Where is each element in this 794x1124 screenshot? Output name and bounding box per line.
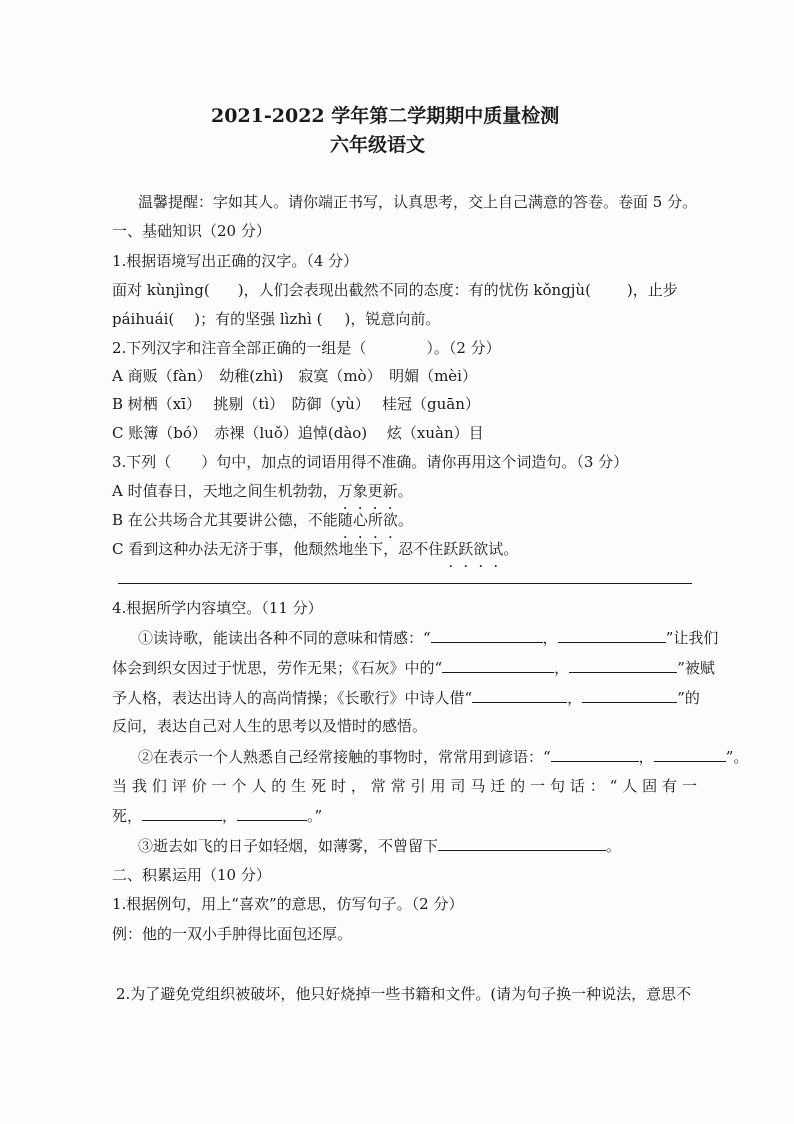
- q3-option-a-dotted-word: [338, 482, 398, 500]
- q4-p2-l2-char: 迁: [490, 777, 506, 795]
- q4-title: 4.根据所学内容填空。（11 分）: [112, 599, 323, 617]
- emphasis-dot-char: 随: [337, 511, 353, 529]
- q1-line-1: [112, 280, 678, 300]
- q2-option-c: C 账簿（bó） 赤裸（luǒ）追悼(dào) 炫（xuàn）目: [112, 424, 484, 442]
- q4-part2-line1: [138, 746, 748, 767]
- q4-blank-2[interactable]: [558, 627, 666, 643]
- q4-p2-l1-end: ”。: [725, 748, 749, 766]
- emphasis-dot-char: 更: [367, 482, 383, 500]
- q4-p2-l2-char: 的: [271, 777, 287, 795]
- q3-option-b-end: 。: [397, 511, 413, 529]
- emphasis-dot-char: 欲: [382, 511, 398, 529]
- q4-blank-3[interactable]: [442, 657, 554, 673]
- s2-q1-example: 例：他的一双小手肿得比面包还厚。: [112, 925, 353, 943]
- section-1-heading: 一、基础知识（20 分）: [112, 222, 271, 240]
- q4-p2-l2-char: 有: [662, 777, 678, 795]
- q4-p2-l2-char: 时: [330, 777, 346, 795]
- q4-p2-l2-char: 我: [131, 777, 147, 795]
- q4-part2-line3: [112, 805, 322, 826]
- q3-option-c-dotted-word: [443, 540, 503, 558]
- q4-part1-line2: [112, 657, 715, 678]
- q4-blank-10[interactable]: [237, 805, 307, 821]
- exam-title: 2021-2022 学年第二学期期中质量检测: [211, 105, 560, 127]
- q4-p1-l2-comma: ，: [554, 659, 570, 677]
- emphasis-dot-char: 新: [382, 482, 398, 500]
- q1-line-2: [112, 309, 440, 329]
- emphasis-dot-char: 试: [488, 540, 504, 558]
- q4-part3: [138, 835, 621, 856]
- emphasis-dot-char: 欲: [473, 540, 489, 558]
- emphasis-dot-char: 跃: [443, 540, 459, 558]
- emphasis-dot-char: 心: [352, 511, 368, 529]
- q4-blank-7[interactable]: [551, 746, 639, 762]
- q4-p2-l2-char: ，: [350, 777, 366, 795]
- q1-line1-text-a: 面对 kùnjìng(: [112, 281, 210, 299]
- q3-option-c-text: C 看到这种办法无济于事，他颓然地坐下，忍不住: [112, 540, 444, 558]
- q4-p1-l3-end: ”的: [677, 689, 700, 707]
- q1-line2-text-c: )，锐意向前。: [344, 310, 441, 328]
- q4-p2-l3-comma: ，: [222, 807, 238, 825]
- s2-q2-text: 2.为了避免党组织被破坏，他只好烧掉一些书籍和文件。(请为句子换一种说法，意思不: [116, 985, 692, 1003]
- q4-blank-1[interactable]: [431, 627, 543, 643]
- q4-part1-line4: 反问，表达自己对人生的思考以及惜时的感悟。: [112, 717, 428, 735]
- q4-p2-l2-char: 个: [231, 777, 247, 795]
- q4-p1-l3-text: 予人格，表达出诗人的高尚情操；《长歌行》中诗人借“: [112, 689, 473, 707]
- q4-p2-l2-char: 死: [311, 777, 327, 795]
- q4-part1-line1: [138, 627, 718, 648]
- q4-p1-l1-text: ①读诗歌，能读出各种不同的意味和情感：“: [138, 629, 431, 647]
- q4-p2-l2-char: 评: [171, 777, 187, 795]
- tip-text: 温馨提醒：字如其人。请你端正书写，认真思考，交上自己满意的答卷。卷面 5 分。: [138, 193, 698, 211]
- q4-p2-l2-char: 话: [569, 777, 585, 795]
- q4-p2-l2-char: 用: [430, 777, 446, 795]
- q3-option-b: [112, 510, 413, 530]
- q4-blank-11[interactable]: [438, 835, 606, 851]
- q3-option-c-end: 。: [503, 540, 519, 558]
- exam-subtitle: 六年级语文: [330, 134, 426, 156]
- q4-p1-l2-end: ”被赋: [677, 659, 715, 677]
- q4-part1-line3: [112, 687, 700, 708]
- q4-p2-l2-char: 句: [549, 777, 565, 795]
- q1-title: 1.根据语境写出正确的汉字。（4 分）: [112, 252, 359, 270]
- q3-option-c: [112, 539, 518, 559]
- q4-p2-l2-char: 常: [370, 777, 386, 795]
- q3-option-b-dotted-word: [338, 511, 398, 529]
- q4-p2-l2-char: 引: [410, 777, 426, 795]
- q4-p1-l1-end: ”让我们: [665, 629, 719, 647]
- emphasis-dot-char: 所: [367, 511, 383, 529]
- q4-p2-l2-char: 一: [211, 777, 227, 795]
- q3-option-a-text: A 时值春日，天地之间生机勃勃，: [112, 482, 338, 500]
- q3-title: 3.下列（ ）句中，加点的词语用得不准确。请你再用这个词造句。（3 分）: [112, 453, 629, 471]
- q1-line2-text-a: páihuái(: [112, 310, 175, 328]
- q4-p2-l3-text: 死，: [112, 807, 143, 825]
- q4-p2-l2-char: 一: [681, 777, 697, 795]
- q4-p3-text: ③逝去如飞的日子如轻烟，如薄雾，不曾留下: [138, 837, 439, 855]
- q4-p1-l1-comma: ，: [542, 629, 558, 647]
- q4-p2-l2-char: 价: [191, 777, 207, 795]
- q4-p2-l2-char: 马: [470, 777, 486, 795]
- q4-blank-9[interactable]: [142, 805, 222, 821]
- emphasis-dot-char: 象: [352, 482, 368, 500]
- q4-p2-l2-char: 当: [112, 777, 128, 795]
- q4-part2-line2: [112, 776, 697, 796]
- q3-answer-line[interactable]: [118, 583, 692, 584]
- q1-line2-text-b: )；有的坚强 lìzhì (: [194, 310, 323, 328]
- section-2-heading: 二、积累运用（10 分）: [112, 866, 271, 884]
- q4-blank-6[interactable]: [582, 687, 677, 703]
- q4-p2-l2-char: 人: [622, 777, 638, 795]
- q4-p2-l2-char: 人: [251, 777, 267, 795]
- q4-blank-5[interactable]: [472, 687, 567, 703]
- emphasis-dot-char: 跃: [458, 540, 474, 558]
- q4-blank-8[interactable]: [654, 746, 726, 762]
- q4-p2-l2-char: ：: [589, 777, 605, 795]
- q2-option-b: B 树栖（xī） 挑剔（tì） 防御（yù） 桂冠（guān）: [112, 395, 480, 413]
- q4-p2-l1-text: ②在表示一个人熟悉自己经常接触的事物时，常常用到谚语：“: [138, 748, 551, 766]
- q3-option-a-end: 。: [397, 482, 413, 500]
- q4-blank-4[interactable]: [569, 657, 677, 673]
- q1-line1-text-b: )，人们会表现出截然不同的态度：有的忧伤 kǒngjù(: [237, 281, 591, 299]
- emphasis-dot-char: 万: [337, 482, 353, 500]
- q4-p2-l2-char: 一: [530, 777, 546, 795]
- q4-p2-l2-char: 生: [291, 777, 307, 795]
- q4-p2-l2-char: 固: [642, 777, 658, 795]
- q4-p2-l3-end: 。”: [307, 807, 323, 825]
- q4-p2-l2-char: 司: [450, 777, 466, 795]
- q3-option-b-text: B 在公共场合尤其要讲公德，不能: [112, 511, 338, 529]
- q3-option-a: [112, 481, 413, 501]
- s2-q1-title: 1.根据例句，用上“喜欢”的意思，仿写句子。（2 分）: [112, 895, 464, 913]
- q4-p3-end: 。: [606, 837, 622, 855]
- q2-option-a: A 商贩（fàn） 幼稚(zhì) 寂寞（mò） 明媚（mèi）: [112, 367, 477, 385]
- q4-p2-l1-comma: ，: [638, 748, 654, 766]
- q4-p2-l2-char: “: [609, 777, 618, 795]
- q4-p2-l2-char: 常: [390, 777, 406, 795]
- q4-p2-l2-char: 的: [510, 777, 526, 795]
- q2-title: 2.下列汉字和注音全部正确的一组是（ ）。（2 分）: [112, 339, 501, 357]
- q1-line1-text-c: )，止步: [626, 281, 678, 299]
- q4-p1-l3-comma: ，: [567, 689, 583, 707]
- q4-p1-l2-text: 体会到织女因过于忧思，劳作无果；《石灰》中的“: [112, 659, 443, 677]
- q4-p2-l2-char: 们: [151, 777, 167, 795]
